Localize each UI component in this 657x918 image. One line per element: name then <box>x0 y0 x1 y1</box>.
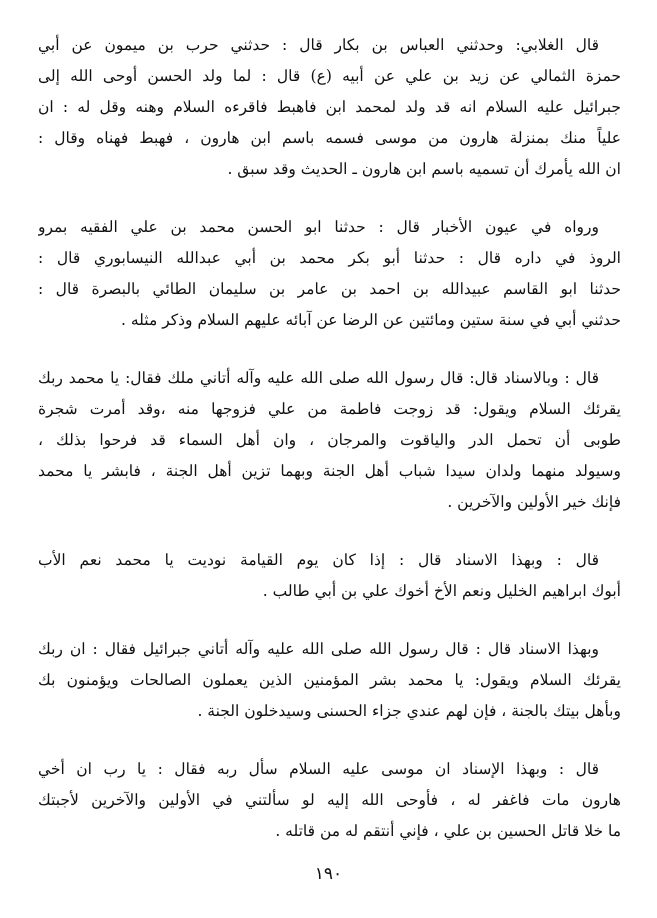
text-line: قال الغلابي: وحدثني العباس بن بكار قال : حدثني حرب بن ميمون عن أبي <box>38 36 599 54</box>
paragraph-2 <box>38 212 621 336</box>
page-number: ١٩٠ <box>314 864 343 884</box>
paragraph-gap <box>38 607 621 634</box>
text-line: يقرئك السلام ويقول: قد زوجت فاطمة من علي فزوجها منه ،وقد أمرت شجرة <box>38 400 621 418</box>
text-line: قال : وبهذا الاسناد قال : إذا كان يوم القيامة نوديت يا محمد نعم الأب <box>38 551 599 569</box>
text-line: طوبى أن تحمل الدر والياقوت والمرجان ، وان أهل السماء قد فرحوا بذلك ، <box>38 431 621 449</box>
text-line: حمزة الثمالي عن زيد بن علي عن أبيه (ع) قال : لما ولد الحسن أوحى الله إلى <box>38 67 621 85</box>
paragraph-3 <box>38 363 621 518</box>
text-line: يقرئك السلام ويقول: يا محمد بشر المؤمنين الذين يعملون الصالحات ويؤمنون بك <box>38 671 621 689</box>
paragraph-gap <box>38 727 621 754</box>
text-line: ورواه في عيون الأخبار قال : حدثنا ابو الحسن محمد بن علي الفقيه بمرو <box>38 218 599 236</box>
paragraph-gap <box>38 185 621 212</box>
text-line: وبهذا الاسناد قال : قال رسول الله صلى الله عليه وآله أتاني جبرائيل فقال : ان ربك <box>38 640 599 658</box>
text-line: وسيولد منهما ولدان سيدا شباب أهل الجنة وبهما تزين أهل الجنة ، فابشر يا محمد <box>38 462 621 480</box>
book-page <box>38 30 621 890</box>
text-line: قال : وبالاسناد قال: قال رسول الله صلى الله عليه وآله أتاني ملك فقال: يا محمد ربك <box>38 369 599 387</box>
paragraph-gap <box>38 518 621 545</box>
paragraph-4 <box>38 545 621 607</box>
text-line: علياً منك بمنزلة هارون من موسى فسمه باسم ابن هارون ، فهبط فهناه وقال : <box>38 129 621 147</box>
text-line: حدثني أبي في سنة ستين ومائتين عن الرضا عن آبائه عليهم السلام وذكر مثله . <box>121 311 621 329</box>
paragraph-5 <box>38 634 621 727</box>
text-line: وبأهل بيتك بالجنة ، فإن لهم عندي جزاء الحسنى وسيدخلون الجنة . <box>197 702 621 720</box>
paragraph-gap <box>38 336 621 363</box>
text-line: حدثنا ابو القاسم عبيدالله بن احمد بن عامر بن سليمان الطائي بالبصرة قال : <box>38 280 621 298</box>
text-line: قال : وبهذا الإسناد ان موسى عليه السلام سأل ربه فقال : يا رب ان أخي <box>38 760 599 778</box>
text-line: ما خلا قاتل الحسين بن علي ، فإني أنتقم له من قاتله . <box>275 822 621 840</box>
text-line: فإنك خير الأولين والآخرين . <box>447 493 621 511</box>
text-line: أبوك ابراهيم الخليل ونعم الأخ أخوك علي بن أبي طالب . <box>262 582 621 600</box>
paragraph-6 <box>38 754 621 847</box>
text-line: ان الله يأمرك أن تسميه باسم ابن هارون ـ الحديث وقد سبق . <box>227 160 621 178</box>
text-line: جبرائيل عليه السلام انه قد ولد لمحمد ابن فاهبط فاقرءه السلام وهنه وقل له : ان <box>38 98 621 116</box>
text-line: الروذ في داره قال : حدثنا أبو بكر محمد بن أبي عبدالله النيسابوري قال : <box>38 249 621 267</box>
text-line: هارون مات فاغفر له ، فأوحى الله إليه لو سألتني في الأولين والآخرين لأجبتك <box>38 791 621 809</box>
paragraph-1 <box>38 30 621 185</box>
